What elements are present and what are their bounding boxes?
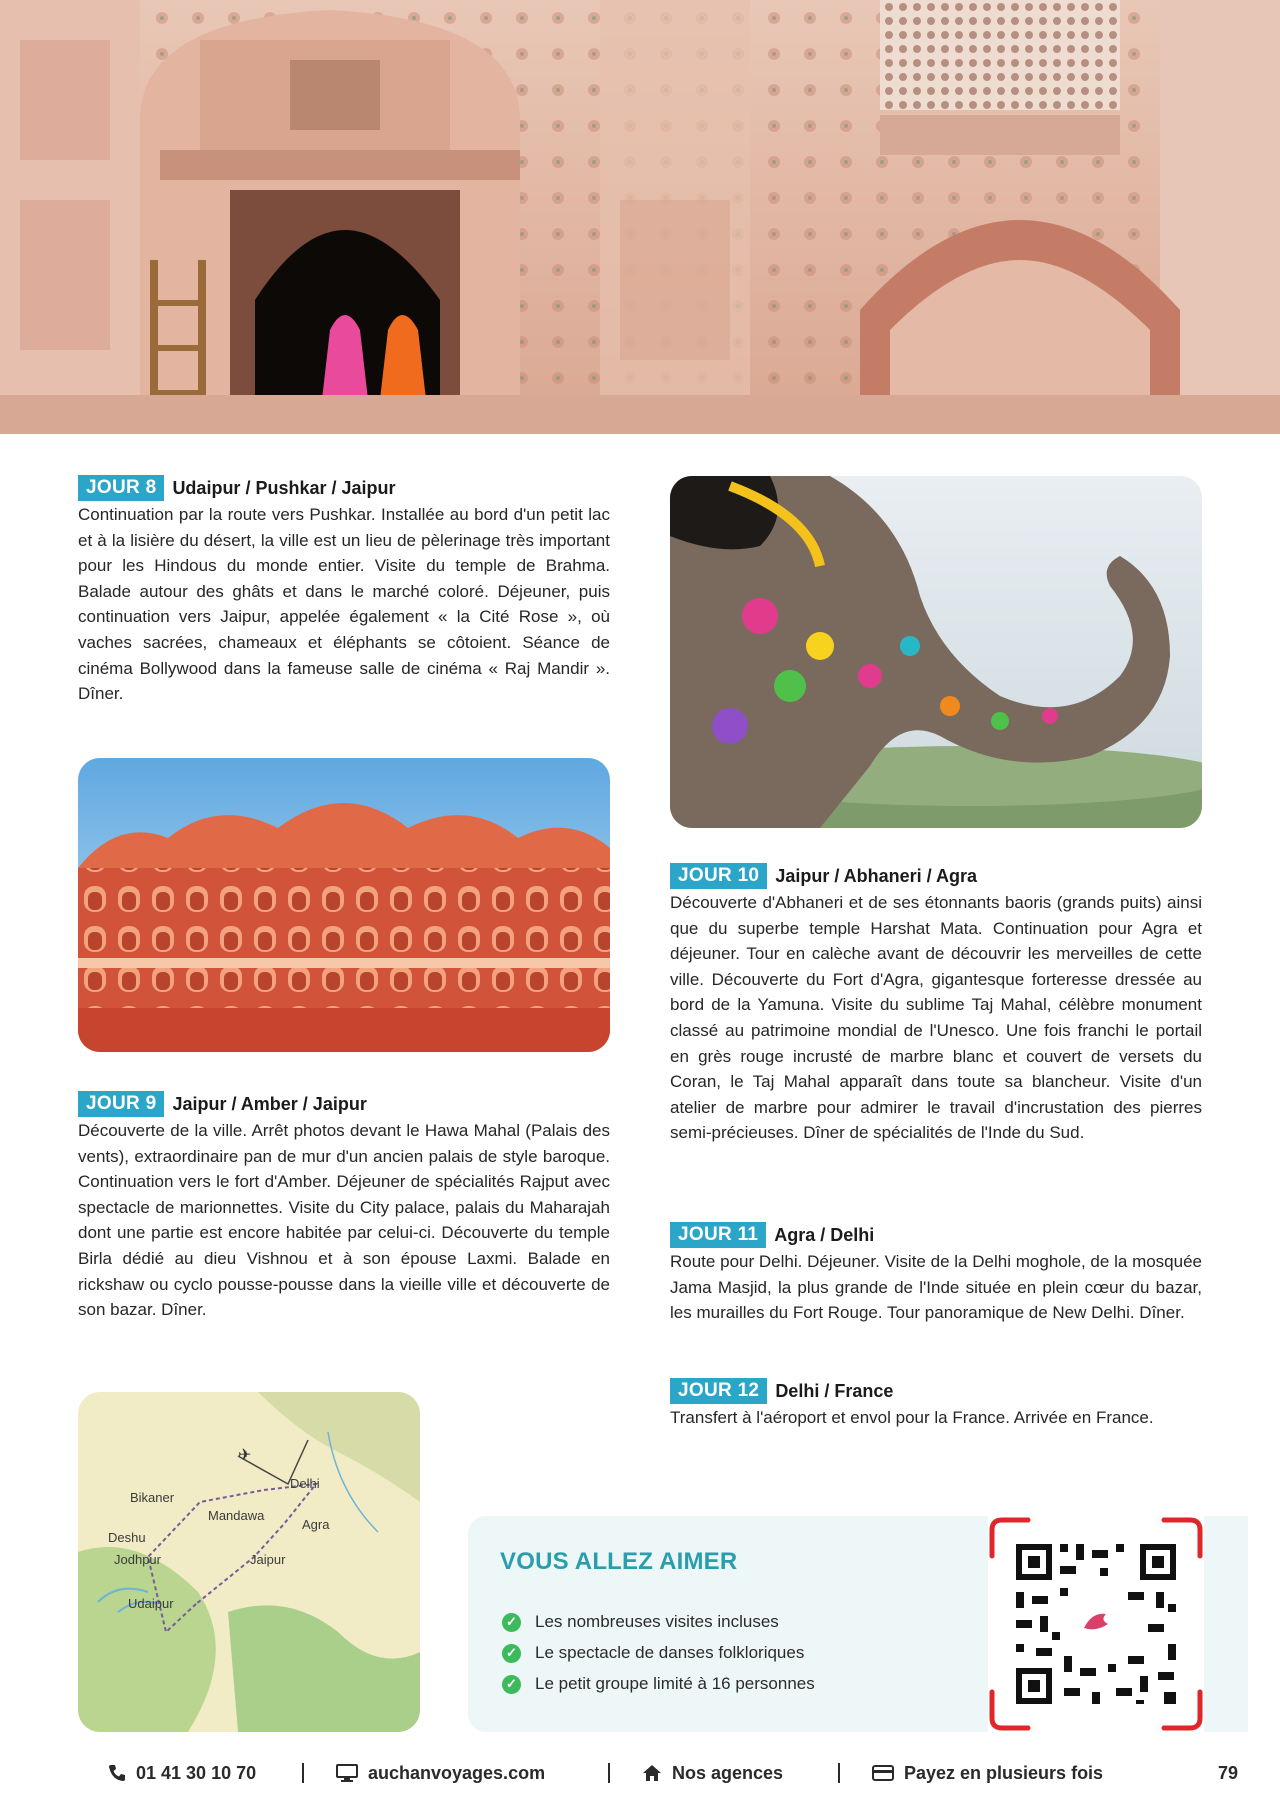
highlight-item: [502, 1612, 779, 1632]
day-badge: JOUR 9: [78, 1091, 164, 1117]
footer-phone[interactable]: [108, 1763, 256, 1784]
day-route: Jaipur / Amber / Jaipur: [172, 1093, 367, 1114]
day-description: Découverte d'Abhaneri et de ses étonnants baoris (grands puits) ainsi que du superbe temple Harshat Mata. Continuation pour Agra et déjeuner. Tour en calèche avant de découvrir les merveilles de cette ville. Découverte du Fort d'Agra, gigantesque forteresse dressée au bord de la Yamuna. Visite du sublime Taj Mahal, célèbre monument classé au patrimoine mondial de l'Unesco. Une fois franchi le portail en grès rouge incrusté de marbre blanc et couvert de versets du Coran, le Taj Mahal apparaît dans toute sa blancheur. Visite d'un atelier de marbre pour admirer le travail d'incrustation des pierres semi-précieuses. Dîner de spécialités de l'Inde du Sud.: [670, 893, 1202, 1143]
qr-code[interactable]: [988, 1516, 1204, 1732]
map-label: Mandawa: [208, 1508, 265, 1523]
footer: [0, 1756, 1280, 1790]
highlight-text: Les nombreuses visites incluses: [535, 1612, 779, 1631]
check-icon: ✓: [502, 1644, 521, 1663]
day-9-section: [78, 1090, 610, 1323]
payment-link: Payez en plusieurs fois: [904, 1762, 1104, 1783]
hero-photo-palace: [0, 0, 1280, 434]
day-description: Transfert à l'aéroport et envol pour la France. Arrivée en France.: [670, 1408, 1154, 1427]
monitor-icon: [336, 1764, 358, 1782]
website-link: auchanvoyages.com: [368, 1762, 546, 1783]
agencies-link: Nos agences: [672, 1762, 784, 1783]
day-12-section: [670, 1377, 1202, 1431]
footer-divider: [838, 1763, 840, 1783]
day-route: Jaipur / Abhaneri / Agra: [775, 865, 978, 886]
map-label: Jodhpur: [114, 1552, 161, 1567]
route-map: [78, 1392, 420, 1732]
check-icon: ✓: [502, 1613, 521, 1632]
map-label: Udaipur: [128, 1596, 174, 1611]
page-number: 79: [1218, 1762, 1239, 1783]
house-icon: [642, 1764, 662, 1782]
map-label: Agra: [302, 1517, 330, 1532]
day-route: Agra / Delhi: [774, 1224, 875, 1245]
day-badge: JOUR 12: [670, 1378, 767, 1404]
day-8-section: [78, 474, 610, 707]
footer-website[interactable]: [336, 1763, 545, 1784]
day-route: Delhi / France: [775, 1380, 894, 1401]
highlight-text: Le spectacle de danses folkloriques: [535, 1643, 805, 1662]
day-10-section: [670, 862, 1202, 1146]
elephant-photo: [670, 476, 1202, 828]
day-badge: JOUR 8: [78, 475, 164, 501]
highlight-text: Le petit groupe limité à 16 personnes: [535, 1674, 815, 1693]
phone-number: 01 41 30 10 70: [136, 1762, 257, 1783]
map-label: Jaipur: [250, 1552, 286, 1567]
highlights-title: VOUS ALLEZ AIMER: [500, 1548, 738, 1575]
highlight-item: [502, 1674, 815, 1694]
map-label: Bikaner: [130, 1490, 175, 1505]
day-badge: JOUR 11: [670, 1222, 766, 1248]
card-icon: [872, 1765, 894, 1781]
map-label: Delhi: [290, 1476, 320, 1491]
footer-agencies[interactable]: [642, 1763, 783, 1784]
phone-icon: [108, 1764, 126, 1782]
highlight-item: [502, 1643, 804, 1663]
map-label: Deshu: [108, 1530, 146, 1545]
day-route: Udaipur / Pushkar / Jaipur: [172, 477, 396, 498]
check-icon: ✓: [502, 1675, 521, 1694]
day-description: Route pour Delhi. Déjeuner. Visite de la Delhi moghole, de la mosquée Jama Masjid, la plus grande de l'Inde située en plein cœur du bazar, les murailles du Fort Rouge. Tour panoramique de New Delhi. Dîner.: [670, 1252, 1202, 1323]
day-11-section: [670, 1221, 1202, 1326]
day-description: Découverte de la ville. Arrêt photos devant le Hawa Mahal (Palais des vents), extraordinaire pan de mur d'un ancien palais de style baroque. Continuation vers le fort d'Amber. Déjeuner de spécialités Rajput avec spectacle de marionnettes. Visite du City palace, palais du Maharajah dont une partie est encore habitée par celui-ci. Découverte du temple Birla dédié au dieu Vishnou et à son épouse Laxmi. Balade en rickshaw ou cyclo pousse-pousse dans la vieille ville et découverte de son bazar. Dîner.: [78, 1121, 610, 1320]
day-badge: JOUR 10: [670, 863, 767, 889]
footer-divider: [302, 1763, 304, 1783]
footer-divider: [608, 1763, 610, 1783]
footer-payment[interactable]: [872, 1763, 1103, 1784]
hawa-mahal-photo: [78, 758, 610, 1052]
day-description: Continuation par la route vers Pushkar. Installée au bord d'un petit lac et à la lisière du désert, la ville est un lieu de pèlerinage très important pour les Hindous du monde entier. Visite du temple de Brahma. Balade autour des ghâts et dans le marché coloré. Déjeuner, puis continuation vers Jaipur, appelée également « la Cité Rose », où vaches sacrées, chameaux et éléphants se côtoient. Séance de cinéma Bollywood dans la fameuse salle de cinéma « Raj Mandir ». Dîner.: [78, 505, 610, 704]
svg-text:✈: ✈: [238, 1447, 252, 1464]
